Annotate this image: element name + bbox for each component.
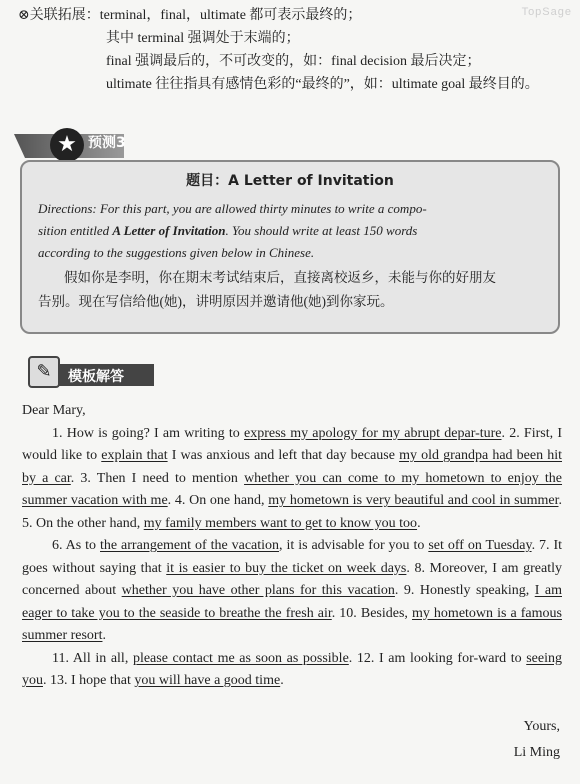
letter-sign-off	[514, 714, 560, 766]
underlined-phrase: I am eager to take you to the seaside to breathe the fresh air	[22, 583, 562, 621]
template-label: 模板解答	[68, 369, 124, 385]
underlined-phrase: my family members want to get to know you too	[143, 515, 418, 531]
underlined-phrase: my old grandpa had been hit by a car	[22, 448, 562, 486]
underlined-phrase: please contact me as soon as possible	[132, 650, 349, 666]
extension-line-3: final 强调最后的，不可改变的，如：final decision 最后决定；	[106, 54, 481, 69]
text: . 9. Honestly speaking,	[394, 583, 535, 598]
text: . 13. I hope that	[43, 673, 135, 688]
prediction-label: 预测3	[88, 135, 126, 151]
chinese-line-1: 假如你是李明，你在期末考试结束后，直接离校返乡，未能与你的好朋友	[64, 270, 496, 285]
text: 1. How is going? I am writing to	[52, 425, 244, 441]
paragraph-3	[22, 648, 562, 693]
prediction-badge	[14, 128, 164, 164]
underlined-phrase: my hometown is a famous summer resort	[22, 605, 562, 643]
text: . 8. Moreover, I am greatly concerned about	[22, 560, 562, 598]
text: . 5. On the other hand,	[22, 493, 562, 531]
signature: Li Ming	[513, 745, 560, 760]
directions-line-1: Directions: For this part, you are allowed thirty minutes to write a compo-	[38, 201, 427, 216]
directions-text: sition entitled	[38, 223, 113, 238]
underlined-phrase: seeing you	[22, 650, 562, 688]
chinese-line-2: 告别。现在写信给他(她)，讲明原因并邀请他(她)到你家玩。	[38, 294, 394, 309]
directions-line-2	[38, 220, 542, 242]
underlined-phrase: whether you have other plans for this vacation	[121, 583, 395, 598]
task-directions	[38, 198, 542, 264]
task-title: 题目：A Letter of Invitation	[186, 173, 394, 189]
task-box	[20, 160, 560, 334]
text: . 4. On one hand,	[167, 493, 269, 508]
paragraph-1	[22, 423, 562, 536]
underlined-phrase: whether you can come to my hometown to enjoy the summer vacation with me	[22, 470, 563, 508]
text: , it is advisable for you to	[279, 538, 429, 553]
watermark: TopSage	[521, 6, 572, 18]
text: 11. All in all,	[52, 650, 133, 666]
underlined-phrase: you will have a good time	[134, 673, 281, 688]
text: . 3. Then I need to mention	[70, 470, 245, 486]
composition-title: A Letter of Invitation	[112, 223, 226, 238]
text: .	[280, 673, 284, 688]
paragraph-2	[22, 535, 562, 648]
text: . 10. Besides,	[331, 605, 412, 621]
extension-line-4: ultimate 往往指具有感情色彩的“最终的”，如：ultimate goal 最终目的。	[106, 77, 539, 92]
text: . 2. First, I would like to	[22, 425, 562, 463]
text: I was anxious and left that day because	[167, 448, 400, 463]
text: . 7. It goes without saying that	[22, 538, 562, 576]
task-chinese-prompt	[38, 266, 542, 314]
template-answer-badge	[28, 356, 158, 392]
underlined-phrase: ture	[479, 425, 502, 441]
directions-text: . You should write at least 150 words	[225, 223, 418, 238]
underlined-phrase: it is easier to buy the ticket on week days	[166, 560, 407, 576]
pencil-icon: ✎	[28, 356, 60, 388]
text: .	[102, 628, 106, 643]
star-icon: ★	[50, 128, 84, 162]
text: .	[417, 515, 421, 531]
vocabulary-extension	[18, 4, 570, 96]
underlined-phrase: my hometown is very beautiful and cool in summer	[268, 493, 559, 508]
extension-line-1: ⊗关联拓展：terminal，final，ultimate 都可表示最终的；	[18, 8, 362, 23]
underlined-phrase: the arrangement of the vacation	[100, 538, 280, 553]
sample-letter	[22, 400, 562, 693]
directions-line-3: according to the suggestions given below in Chinese.	[38, 245, 315, 260]
extension-line-2: 其中 terminal 强调处于末端的；	[106, 31, 300, 46]
text: . 12. I am looking for-ward to	[348, 650, 527, 666]
text: 6. As to	[52, 538, 101, 553]
salutation: Dear Mary,	[22, 403, 86, 418]
underlined-phrase: explain that	[101, 448, 168, 463]
underlined-phrase: set off on Tuesday	[428, 538, 532, 553]
closing: Yours,	[523, 719, 560, 734]
underlined-phrase: express my apology for my abrupt depar-	[244, 425, 480, 441]
